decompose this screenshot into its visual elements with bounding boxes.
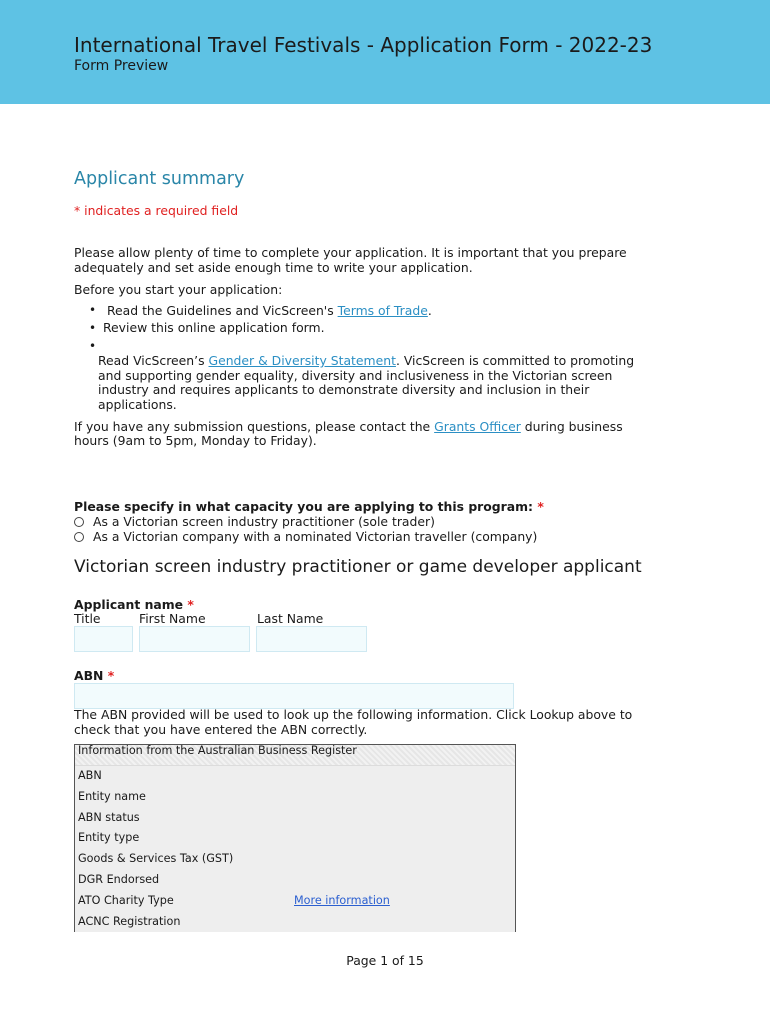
- last-name-input[interactable]: [256, 626, 367, 652]
- bullet-item-diversity: Read VicScreen’s Gender & Diversity Statement. VicScreen is committed to promoting: [98, 353, 635, 368]
- radio-button[interactable]: [74, 532, 84, 542]
- applicant-section-heading: Victorian screen industry practitioner or game developer applicant: [74, 557, 642, 577]
- bullet-icon: •: [89, 303, 97, 317]
- first-name-input[interactable]: [139, 626, 250, 652]
- terms-of-trade-link[interactable]: Terms of Trade: [337, 303, 428, 318]
- grants-officer-link[interactable]: Grants Officer: [434, 419, 521, 434]
- abr-row-abn-status: ABN status: [78, 810, 140, 824]
- required-field-note: * indicates a required field: [74, 203, 239, 218]
- title-label: Title: [74, 611, 101, 626]
- capacity-question: Please specify in what capacity you are applying to this program: *: [74, 499, 544, 514]
- intro-line-2: adequately and set aside enough time to write your application.: [74, 260, 473, 275]
- required-asterisk: *: [537, 499, 544, 514]
- abr-row-dgr: DGR Endorsed: [78, 872, 160, 886]
- title-input[interactable]: [74, 626, 133, 652]
- bullet-item-guidelines: Read the Guidelines and VicScreen's Terms of Trade.: [107, 303, 432, 318]
- form-subtitle: Form Preview: [74, 58, 169, 74]
- diversity-text-line-4: applications.: [98, 397, 177, 412]
- abr-table-header: Information from the Australian Business Register: [75, 745, 515, 766]
- before-start-text: Before you start your application:: [74, 282, 283, 297]
- intro-line-1: Please allow plenty of time to complete your application. It is important that you prepare: [74, 245, 627, 260]
- required-asterisk: *: [187, 597, 194, 612]
- page-number: Page 1 of 15: [346, 953, 424, 968]
- first-name-label: First Name: [139, 611, 206, 626]
- bullet-icon: •: [89, 339, 97, 353]
- radio-button[interactable]: [74, 517, 84, 527]
- abr-info-table: [74, 744, 516, 932]
- more-information-link[interactable]: More information: [294, 893, 390, 907]
- abn-label: ABN *: [74, 668, 115, 683]
- capacity-option-sole-trader[interactable]: As a Victorian screen industry practitioner (sole trader): [74, 514, 435, 529]
- abn-help-line-1: The ABN provided will be used to look up the following information. Click Lookup above to: [74, 707, 633, 722]
- applicant-summary-heading: Applicant summary: [74, 169, 245, 189]
- last-name-label: Last Name: [257, 611, 324, 626]
- abr-row-gst: Goods & Services Tax (GST): [78, 852, 234, 866]
- required-asterisk: *: [107, 668, 115, 683]
- abn-input[interactable]: [74, 683, 514, 709]
- bullet-item-review: Review this online application form.: [103, 320, 325, 335]
- form-title: International Travel Festivals - Application Form - 2022-23: [74, 33, 653, 57]
- bullet-icon: •: [89, 321, 97, 335]
- contact-line-2: hours (9am to 5pm, Monday to Friday).: [74, 433, 317, 448]
- abr-row-abn: ABN: [78, 769, 102, 782]
- diversity-text-line-3: industry and requires applicants to demonstrate diversity and inclusion in their: [98, 382, 590, 397]
- gender-diversity-statement-link[interactable]: Gender & Diversity Statement: [208, 353, 396, 368]
- abr-row-charity-type: ATO Charity Type More information: [75, 891, 515, 912]
- applicant-name-label: Applicant name *: [74, 597, 194, 612]
- abr-row-entity-type: Entity type: [78, 831, 140, 845]
- abr-row-entity-name: Entity name: [78, 789, 146, 803]
- form-header: [0, 0, 770, 104]
- diversity-text-line-2: and supporting gender equality, diversity and inclusiveness in the Victorian screen: [98, 368, 613, 383]
- contact-line-1: If you have any submission questions, please contact the Grants Officer during business: [74, 419, 623, 434]
- abn-help-line-2: check that you have entered the ABN correctly.: [74, 722, 368, 737]
- abr-row-acnc: ACNC Registration: [78, 914, 181, 928]
- capacity-option-company[interactable]: As a Victorian company with a nominated Victorian traveller (company): [74, 529, 537, 544]
